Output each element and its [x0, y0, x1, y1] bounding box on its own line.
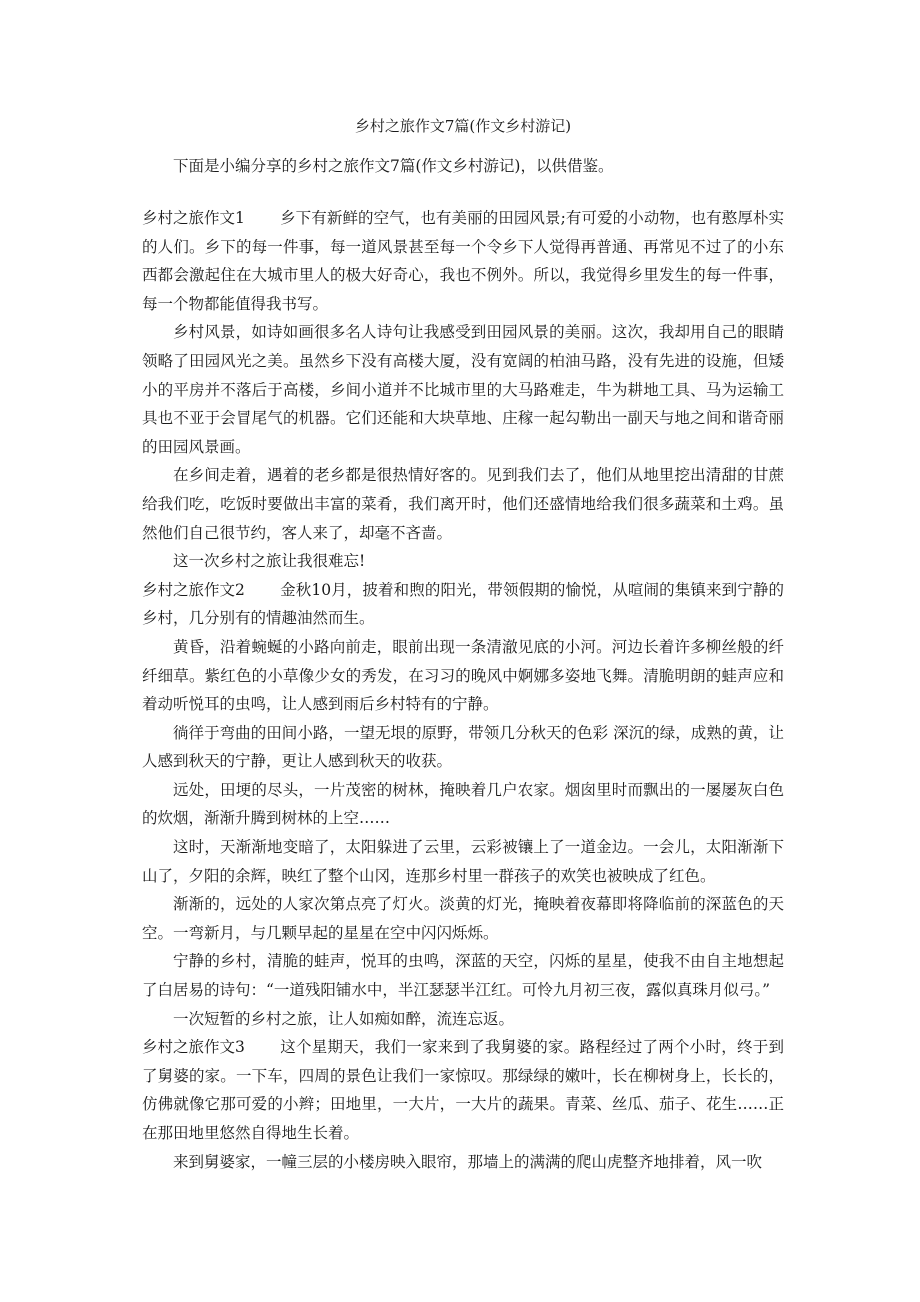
essay-1-opening — [142, 204, 784, 318]
essay-2-paragraph: 一次短暂的乡村之旅，让人如痴如醉，流连忘返。 — [173, 1009, 515, 1028]
essay-3-heading: 乡村之旅作文3 — [142, 1038, 245, 1057]
essay-1-paragraph: 在乡间走着，遇着的老乡都是很热情好客的。见到我们去了，他们从地里挖出清甜的甘蔗给我们吃，吃饭时要做出丰富的菜肴，我们离开时，他们还盛情地给我们很多蔬菜和土鸡。虽然他们自己很节约，客人来了，却毫不吝啬。 — [142, 466, 784, 542]
essay-3-opening — [142, 1033, 784, 1147]
essay-2-paragraph: 远处，田埂的尽头，一片茂密的树林，掩映着几户农家。烟囱里时而飘出的一屡屡灰白色的炊烟，渐渐升腾到树林的上空…… — [142, 780, 784, 828]
essay-1-heading: 乡村之旅作文1 — [142, 209, 245, 227]
essay-2-paragraph: 渐渐的，远处的人家次第点亮了灯火。淡黄的灯光，掩映着夜幕即将降临前的深蓝色的天空。一弯新月，与几颗早起的星星在空中闪闪烁烁。 — [142, 895, 784, 942]
essay-1-paragraph: 乡村风景，如诗如画很多名人诗句让我感受到田园风景的美丽。这次，我却用自己的眼睛领略了田园风光之美。虽然乡下没有高楼大厦，没有宽阔的柏油马路，没有先进的设施，但矮小的平房并不落后于高楼，乡间小道并不比城市里的大马路难走，牛为耕地工具、马为运输工具也不亚于会冒尾气的机器。它们还能和大块草地、庄稼一起勾勒出一副天与地之间和谐奇丽的田园风景画。 — [142, 323, 784, 456]
essay-2-paragraph: 这时，天渐渐地变暗了，太阳躲进了云里，云彩被镶上了一道金边。一会儿，太阳渐渐下山了，夕阳的余辉，映红了整个山冈，连那乡村里一群孩子的欢笑也被映成了红色。 — [142, 838, 784, 885]
essay-3-paragraph: 来到舅婆家，一幢三层的小楼房映入眼帘，那墙上的满满的爬山虎整齐地排着，风一吹 — [173, 1152, 763, 1171]
intro-paragraph: 下面是小编分享的乡村之旅作文7篇(作文乡村游记)，以供借鉴。 — [173, 157, 614, 175]
essay-3-first-text: 这个星期天，我们一家来到了我舅婆的家。路程经过了两个小时，终于到了舅婆的家。一下车，四周的景色让我们一家惊叹。那绿绿的嫩叶，长在柳树身上，长长的，仿佛就像它那可爱的小辫；田地里，一大片，一大片的蔬果。青菜、丝瓜、茄子、花生……正在那田地里悠然自得地生长着。 — [142, 1038, 784, 1142]
essay-1-paragraph: 这一次乡村之旅让我很难忘! — [173, 552, 366, 571]
essay-2-paragraph: 宁静的乡村，清脆的蛙声，悦耳的虫鸣，深蓝的天空，闪烁的星星，使我不由自主地想起了白居易的诗句：“一道残阳铺水中，半江瑟瑟半江红。可怜九月初三夜，露似真珠月似弓。” — [142, 952, 784, 1000]
document-title: 乡村之旅作文7篇(作文乡村游记) — [354, 117, 572, 135]
document-page — [142, 112, 784, 1176]
essay-2-paragraph: 黄昏，沿着蜿蜒的小路向前走，眼前出现一条清澈见底的小河。河边长着许多柳丝般的纤纤细草。紫红色的小草像少女的秀发，在习习的晚风中婀娜多姿地飞舞。清脆明朗的蛙声应和着动听悦耳的虫鸣，让人感到雨后乡村特有的宁静。 — [142, 637, 784, 714]
essay-2-heading: 乡村之旅作文2 — [142, 580, 245, 599]
essay-2-first-text: 金秋10月，披着和煦的阳光，带领假期的愉悦，从喧闹的集镇来到宁静的乡村，几分别有的情趣油然而生。 — [142, 580, 784, 628]
essay-2-opening — [142, 576, 784, 633]
essay-1-first-text: 乡下有新鲜的空气，也有美丽的田园风景;有可爱的小动物，也有憨厚朴实的人们。乡下的每一件事，每一道风景甚至每一个令乡下人觉得再普通、再常见不过了的小东西都会激起住在大城市里人的极大好奇心，我也不例外。所以，我觉得乡里发生的每一件事，每一个物都能值得我书写。 — [142, 209, 784, 313]
essay-2-paragraph: 徜徉于弯曲的田间小路，一望无垠的原野，带领几分秋天的色彩 深沉的绿，成熟的黄，让人感到秋天的宁静，更让人感到秋天的收获。 — [142, 723, 784, 771]
